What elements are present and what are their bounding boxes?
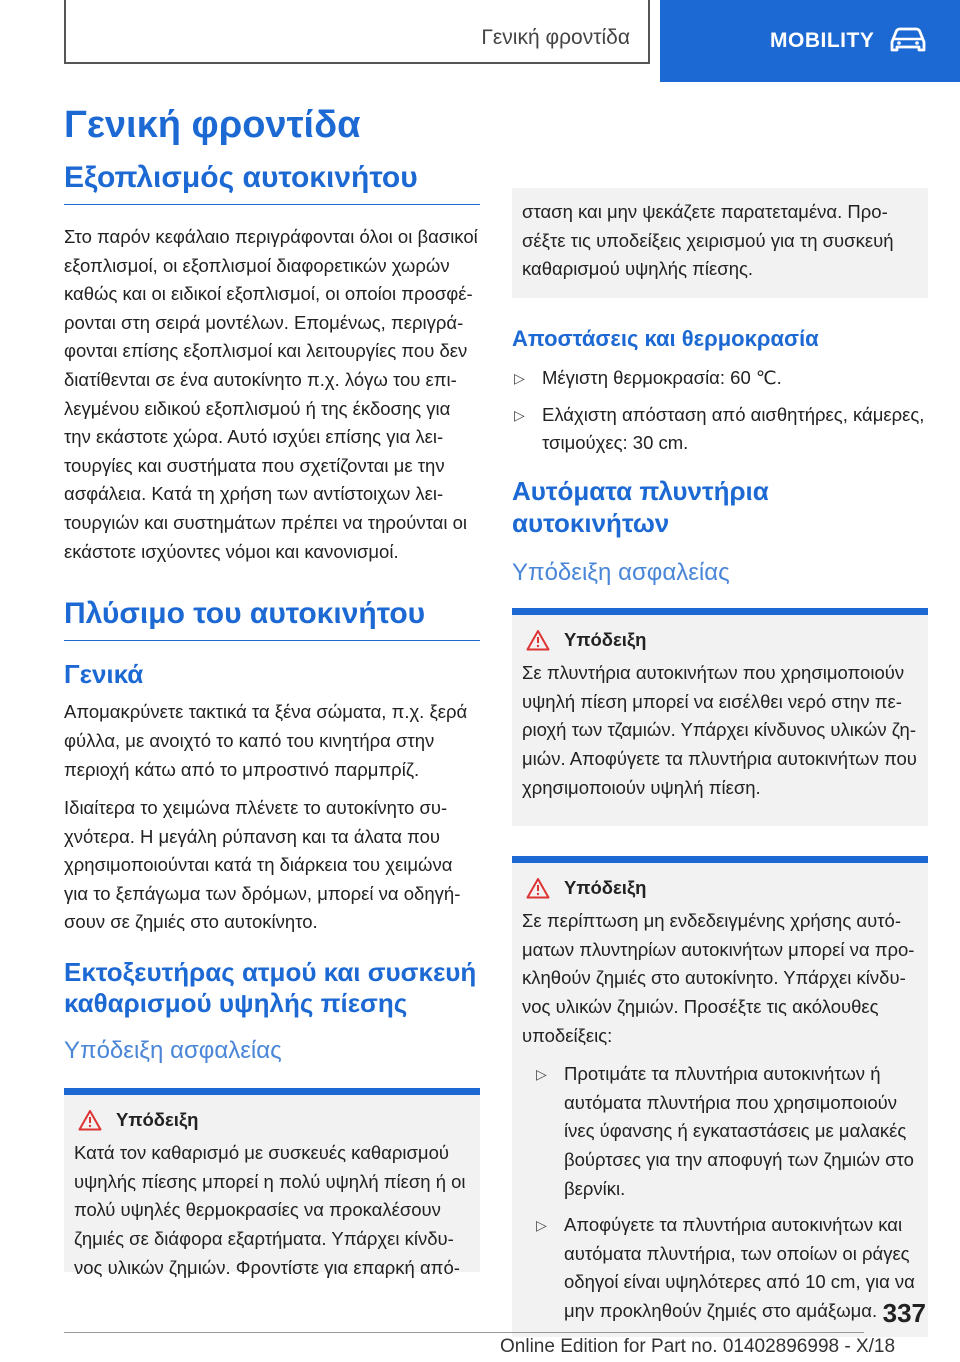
list-item: ▷ Ελάχιστη απόσταση από αισθητήρες, κάμερες, τσιμούχες: 30 cm.	[512, 401, 928, 458]
bullet-triangle-icon: ▷	[536, 1217, 547, 1234]
warning-triangle-icon	[78, 1109, 102, 1131]
left-column	[64, 160, 480, 1278]
footer-edition: Online Edition for Part no. 01402896998 - X/18	[500, 1336, 896, 1357]
mobility-tab-label: MOBILITY	[770, 29, 875, 52]
distances-list	[512, 364, 928, 458]
page-title: Γενική φροντίδα	[64, 104, 361, 146]
header-section-title: Γενική φροντίδα	[481, 26, 630, 49]
warning-title: Υπόδειξη	[564, 629, 647, 651]
warning-triangle-icon	[526, 877, 550, 899]
list-item: ▷ Αποφύγετε τα πλυντήρια αυτοκινήτων και αυτόματα πλυντήρια, των οποίων οι ράγες οδηγοί είναι υψηλότερες από 10 cm, για να μην προκληθούν ζημιές στο αμάξωμα.	[534, 1211, 918, 1325]
warning-header	[522, 877, 918, 899]
equipment-text: Στο παρόν κεφάλαιο περιγράφονται όλοι οι βασικοί εξοπλισμοί, οι εξοπλισμοί διαφορετικών χωρών καθώς και οι ειδικοί εξοπλισμοί, οι οποίοι προσφέρονται στη σειρά μοντέλων. Επομένως, περιγράφονται επίσης εξοπλισμοί και λειτουργίες που δεν διατίθενται σε ένα αυτοκίνητο π.χ. λόγω του επιλεγμένου ειδικού εξοπλισμού ή της έκδοσης για την εκάστοτε χώρα. Αυτό ισχύει επίσης για λειτουργίες και συστήματα που σχετίζονται με την ασφάλεια. Κατά τη χρήση των αντίστοιχων λειτουργιών και συστημάτων πρέπει να τηρούνται οι εκάστοτε ισχύοντες νόμοι και κανονισμοί.	[64, 226, 478, 562]
warning-text: Κατά τον καθαρισμό με συσκευές καθαρισμού υψηλής πίεσης μπορεί η πολύ υψηλή πίεση ή οι πολύ υψηλές θερμοκρασίες να προκαλέσουν ζημιές σε διάφορα εξαρτήματα. Υπάρχει κίνδυνος υλικών ζημιών. Φροντίστε για επαρκή από-	[74, 1142, 466, 1278]
mobility-tab[interactable]	[660, 0, 960, 82]
safety-note-title: Υπόδειξη ασφαλείας	[512, 559, 730, 587]
list-item: ▷ Μέγιστη θερμοκρασία: 60 ℃.	[512, 364, 928, 393]
bullet-triangle-icon: ▷	[514, 406, 525, 423]
general-paragraph-2: Ιδιαίτερα το χειμώνα πλένετε το αυτοκίνητο συχνότερα. Η μεγάλη ρύπανση και τα άλατα που χρησιμοποιούνται κατά τη διάρκεια του χειμώνα για το ξεπάγωμα των δρόμων, μπορεί να οδηγήσουν σε ζημιές στο αυτοκίνητο.	[64, 797, 461, 933]
bullet-triangle-icon: ▷	[514, 370, 525, 387]
warning-box	[512, 856, 928, 1337]
subsection-title-general: Γενικά	[64, 659, 144, 690]
warning-header	[522, 629, 918, 651]
car-icon	[888, 26, 928, 54]
warning-triangle-icon	[526, 629, 550, 651]
warning-box	[512, 608, 928, 826]
warning-continued-text: σταση και μην ψεκάζετε παρατεταμένα. Προσέξτε τις υποδείξεις χειρισμού για τη συσκευή καθαρισμού υψηλής πίεσης.	[522, 201, 894, 280]
section-title-equipment: Εξοπλισμός αυτοκινήτου	[64, 160, 480, 205]
footer-divider	[64, 1332, 864, 1333]
bullet-triangle-icon: ▷	[536, 1066, 547, 1083]
list-item: ▷ Προτιμάτε τα πλυντήρια αυτοκινήτων ή αυτόματα πλυντήρια που χρησιμοποιούν ίνες ύφανσης ή εγκαταστάσεις με μαλακές βούρτσες για την αποφυγή των ζημιών στο βερνίκι.	[534, 1060, 918, 1203]
warning-header	[74, 1109, 470, 1131]
subsection-title-steam: Εκτοξευτήρας ατμού και συσκευή καθαρισμού υψηλής πίεσης	[64, 957, 477, 1019]
page-number: 337	[882, 1298, 926, 1328]
warning-box	[64, 1088, 480, 1278]
general-paragraph-1: Απομακρύνετε τακτικά τα ξένα σώματα, π.χ. ξερά φύλλα, με ανοιχτό το καπό του κινητήρα στην περιοχή κάτω από το μπροστινό παρμπρίζ.	[64, 701, 468, 780]
distances-title: Αποστάσεις και θερμοκρασία	[512, 325, 819, 351]
safety-note-title: Υπόδειξη ασφαλείας	[64, 1037, 282, 1065]
warning-title: Υπόδειξη	[116, 1109, 199, 1131]
warning-title: Υπόδειξη	[564, 877, 647, 899]
warning-list	[522, 1060, 918, 1325]
warning-text: Σε περίπτωση μη ενδεδειγμένης χρήσης αυτόματων πλυντηρίων αυτοκινήτων μπορεί να προκληθούν ζημιές στο αυτοκίνητο. Υπάρχει κίνδυνος υλικών ζημιών. Προσέξτε τις ακόλουθες υποδείξεις:	[522, 910, 915, 1046]
warning-text: Σε πλυντήρια αυτοκινήτων που χρησιμοποιούν υψηλή πίεση μπορεί να εισέλθει νερό στην περιοχή των τζαμιών. Υπάρχει κίνδυνος υλικών ζημιών. Αποφύγετε τα πλυντήρια αυτοκινήτων που χρησιμοποιούν υψηλή πίεση.	[522, 662, 917, 798]
subsection-title-auto-wash: Αυτόματα πλυντήρια αυτοκινήτων	[512, 475, 769, 538]
section-title-washing: Πλύσιμο του αυτοκινήτου	[64, 596, 480, 641]
right-column	[512, 188, 928, 1337]
warning-box-continued	[512, 188, 928, 298]
